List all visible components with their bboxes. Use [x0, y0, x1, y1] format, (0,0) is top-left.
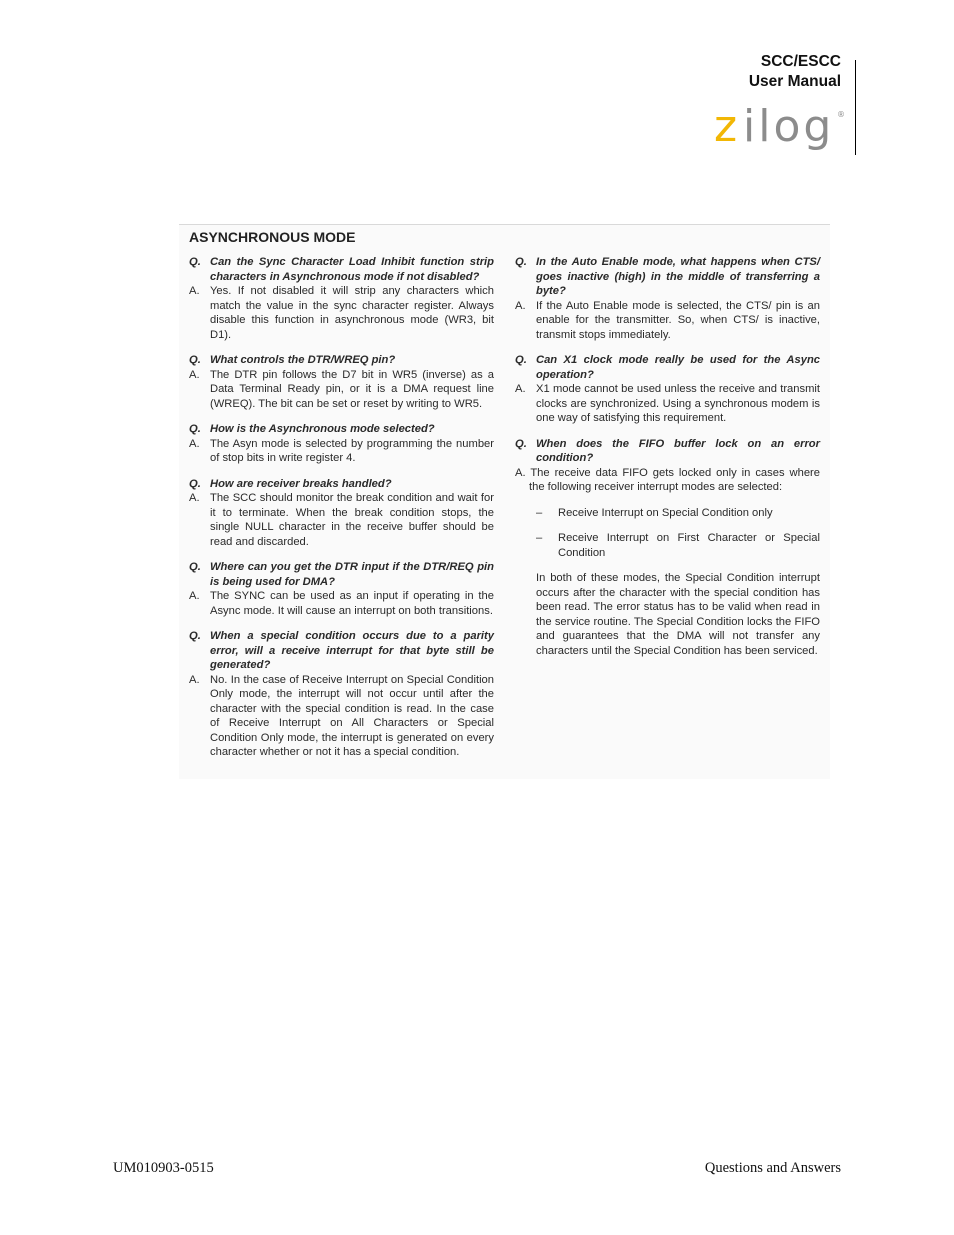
a-tag: A. — [189, 437, 200, 450]
question: Can X1 clock mode really be used for the Async operation? — [536, 354, 820, 381]
q-tag: Q. — [515, 256, 527, 268]
answer: If the Auto Enable mode is selected, the CTS/ pin is an enable for the transmitter. So, when CTS/ is inactive, transmit stops immediately. — [536, 299, 820, 341]
q-tag: Q. — [515, 354, 527, 366]
a-tag: A. — [515, 383, 526, 395]
question: In the Auto Enable mode, what happens when CTS/ goes inactive (high) in the middle of transferring a byte? — [536, 256, 820, 297]
a-tag: A. — [189, 368, 200, 381]
answer: The DTR pin follows the D7 bit in WR5 (inverse) as a Data Terminal Ready pin, or it is a DMA request line (WREQ). The bit can be set or reset by writing to WR5. — [210, 368, 494, 410]
qa-item — [189, 629, 494, 760]
dash-marker: – — [536, 506, 543, 519]
logo-z-glyph: z — [714, 104, 738, 152]
dash-marker: – — [536, 532, 543, 544]
question: Where can you get the DTR input if the DTR/REQ pin is being used for DMA? — [210, 561, 494, 588]
footer-doc-id: UM010903-0515 — [113, 1160, 214, 1176]
a-tag: A. — [515, 299, 526, 312]
bullet-item — [536, 531, 820, 560]
logo-registered-mark: ® — [837, 110, 845, 119]
question: When a special condition occurs due to a parity error, will a receive interrupt for that byte still be generated? — [210, 630, 494, 671]
header-divider — [855, 60, 856, 155]
question: What controls the DTR/WREQ pin? — [210, 354, 396, 366]
document-header — [749, 52, 841, 92]
qa-item — [189, 477, 494, 550]
answer: The Asyn mode is selected by programming the number of stop bits in write register 4. — [210, 437, 494, 464]
answer: The SYNC can be used as an input if operating in the Async mode. It will cause an interrupt on both transitions. — [210, 590, 494, 617]
answer: A. The receive data FIFO gets locked only in cases where the following receiver interrupt modes are selected: — [515, 466, 820, 493]
answer-paragraph: In both of these modes, the Special Condition interrupt occurs after the character with the special condition has been read. The error status has to be valid when read in the service routine. The Special Condition locks the FIFO and guarantees that the DMA will not transfer any characters until the Special Condition has been serviced. — [536, 572, 820, 657]
q-tag: Q. — [189, 256, 201, 268]
a-tag: A. — [189, 285, 200, 297]
logo-rest-glyphs: ilog — [743, 104, 835, 152]
q-tag: Q. — [189, 423, 201, 435]
qa-item — [515, 255, 820, 342]
answer: X1 mode cannot be used unless the receive and transmit clocks are synchronized. Using a synchronous modem is one way of satisfying this requirement. — [536, 383, 820, 424]
question: How are receiver breaks handled? — [210, 477, 392, 490]
q-tag: Q. — [189, 354, 201, 366]
header-title-line1: SCC/ESCC — [760, 53, 841, 70]
qa-item — [189, 560, 494, 618]
q-tag: Q. — [189, 630, 201, 642]
header-title-line2: User Manual — [748, 73, 841, 90]
zilog-logo — [714, 104, 849, 156]
answer: Yes. If not disabled it will strip any characters which match the value in the sync character register. Always disable this function in asynchronous mode (WR3, bit D1). — [210, 285, 494, 341]
left-column — [189, 255, 494, 771]
faq-panel — [179, 224, 830, 779]
q-tag: Q. — [515, 437, 527, 450]
qa-item — [189, 422, 494, 466]
bullet-item — [536, 506, 820, 521]
q-tag: Q. — [189, 561, 201, 573]
bullet-list — [536, 506, 820, 561]
qa-item — [189, 255, 494, 342]
qa-item — [515, 437, 820, 659]
question: Can the Sync Character Load Inhibit function strip characters in Asynchronous mode if not disabled? — [210, 256, 494, 283]
question: When does the FIFO buffer lock on an error condition? — [536, 437, 820, 464]
a-tag: A. — [189, 673, 200, 686]
bullet-text: Receive Interrupt on First Character or Special Condition — [558, 532, 820, 559]
bullet-text: Receive Interrupt on Special Condition only — [558, 506, 773, 519]
question: How is the Asynchronous mode selected? — [210, 423, 435, 435]
a-tag: A. — [189, 590, 200, 602]
right-column — [515, 255, 820, 669]
footer-section: Questions and Answers — [704, 1160, 841, 1176]
answer: No. In the case of Receive Interrupt on Special Condition Only mode, the interrupt will not occur until after the character with the special condition is read. In the case of Receive Interrupt on All Characters or Special Condition Only mode, the interrupt is generated on every character whether or not it has a special condition. — [210, 673, 494, 758]
answer: The SCC should monitor the break condition and wait for it to terminate. When the break condition stops, the single NULL character in the receive buffer should be read and discarded. — [210, 492, 494, 548]
qa-item — [515, 353, 820, 426]
a-tag: A. — [189, 492, 200, 504]
q-tag: Q. — [189, 477, 201, 490]
section-title: ASYNCHRONOUS MODE — [189, 229, 356, 245]
qa-item — [189, 353, 494, 411]
